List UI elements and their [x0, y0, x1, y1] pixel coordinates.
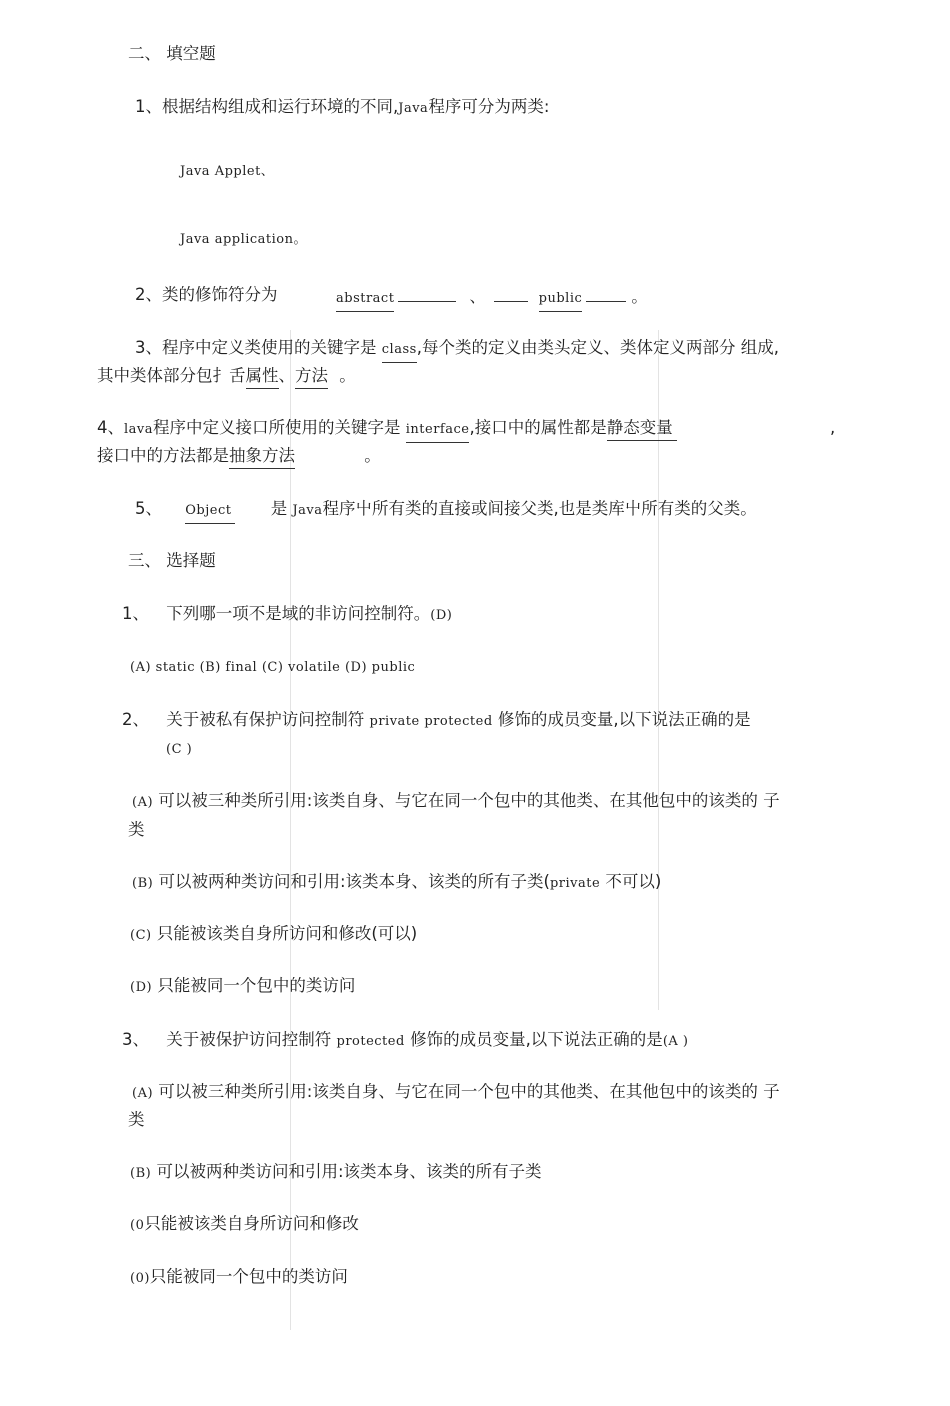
- q2-c-label: (C): [130, 928, 152, 943]
- section-2-heading: 二、 填空题: [128, 44, 216, 63]
- q2-d-label: (D): [130, 980, 153, 995]
- choice-q3-option-c: [130, 1214, 359, 1236]
- choice-q2-option-d: [130, 976, 355, 998]
- choice-q3-option-a-cont: 类: [128, 1110, 145, 1129]
- choice-q3-answer: (A ): [662, 1034, 689, 1049]
- q1-java: Java: [398, 101, 429, 116]
- q2-b-text2: 不可以): [605, 872, 662, 891]
- q1-answer-application: Java application。: [180, 232, 308, 247]
- choice-q1: [122, 604, 452, 626]
- q3-d-text: 只能被同一个包中的类访问: [149, 1267, 348, 1286]
- choice-q2-answer: (C ): [166, 742, 193, 757]
- q2-a-label: (A): [132, 795, 154, 810]
- fill-q4-line1: [97, 418, 677, 443]
- q4-answer-static-variable: 静态变量: [607, 418, 677, 441]
- q1-answer-applet: Java Applet、: [180, 164, 275, 179]
- choice-q3: [122, 1030, 688, 1052]
- q1-text: 根据结构组成和运行环境的不同,: [162, 97, 399, 116]
- q2-end: 。: [631, 287, 648, 306]
- fill-q5: [135, 499, 757, 524]
- q4-number: 4、: [97, 418, 124, 437]
- fill-q3-line1: [135, 338, 779, 363]
- q2-number: 2、: [135, 285, 162, 304]
- choice-q1-number: 1、: [122, 604, 149, 623]
- q3-a-label: (A): [132, 1086, 154, 1101]
- q5-number: 5、: [135, 499, 162, 518]
- q2-b-label: (B): [132, 876, 154, 891]
- choice-q2-option-c: [130, 924, 417, 946]
- q3-b-text: 可以被两种类访问和引用:该类本身、该类的所有子类: [156, 1162, 542, 1181]
- q4-end: 。: [364, 446, 381, 465]
- choice-q2-option-a-cont: 类: [128, 820, 145, 839]
- choice-q2-number: 2、: [122, 710, 149, 729]
- fill-q1: [135, 97, 549, 119]
- choice-q2-text1: 关于被私有保护访问控制符: [166, 710, 365, 729]
- q2-c-text: 只能被该类自身所访问和修改(可以): [156, 924, 418, 943]
- q5-text1: 是: [270, 499, 288, 518]
- q2-separator: 、: [469, 287, 486, 306]
- q2-blank-3: [586, 287, 626, 302]
- q3-separator: 、: [278, 366, 295, 385]
- q3-d-label: (0): [130, 1271, 150, 1286]
- q3-end: 。: [339, 366, 356, 385]
- q4-java: lava: [124, 422, 154, 437]
- q2-answers: [336, 287, 647, 312]
- choice-q3-option-a: [132, 1082, 780, 1104]
- q3-text3: 其中类体部分包扌舌: [97, 366, 246, 385]
- q2-b-code: private: [549, 876, 601, 891]
- q3-b-label: (B): [130, 1166, 152, 1181]
- q4-text2: ,接口中的属性都是: [469, 418, 607, 437]
- q3-c-text: 只能被该类自身所访问和修改: [144, 1214, 359, 1233]
- fill-q2: [135, 285, 278, 305]
- choice-q3-option-d: [130, 1267, 348, 1289]
- fill-q3-line2: [97, 366, 356, 389]
- choice-q2-option-a: [132, 791, 780, 813]
- choice-q3-text2: 修饰的成员变量,以下说法正确的是: [410, 1030, 663, 1049]
- q5-text2: 程序屮所有类的直接或间接父类,也是类库屮所有类的父类。: [322, 499, 757, 518]
- q3-text2: ,每个类的定义由类头定义、类体定义两部分 组成,: [416, 338, 780, 357]
- section-3-heading: 三、 选择题: [128, 551, 216, 570]
- q4-text3: 接口中的方法都是: [97, 446, 229, 465]
- choice-q2-code: private protected: [369, 714, 493, 729]
- q3-answer-attribute: 属性: [246, 366, 279, 389]
- choice-q3-option-b: [130, 1162, 542, 1184]
- q2-blank-2: [494, 287, 528, 302]
- choice-q2-option-b: [132, 872, 661, 894]
- q2-answer-public: public: [539, 289, 583, 312]
- q1-number: 1、: [135, 97, 162, 116]
- q2-a-text: 可以被三种类所引用:该类自身、与它在同一个包中的其他类、在其他包中的该类的 子: [158, 791, 780, 810]
- choice-q1-answer: (D): [430, 608, 453, 623]
- q4-comma: ,: [830, 418, 836, 437]
- q3-answer-class: class: [382, 340, 417, 363]
- choice-q1-text: 下列哪一项不是域的非访问控制符。: [166, 604, 431, 623]
- q3-text1: 程序中定义类使用的关键字是: [162, 338, 377, 357]
- choice-q2-text2: 修饰的成员变量,以下说法正确的是: [497, 710, 751, 729]
- q2-text: 类的修饰符分为: [162, 285, 278, 304]
- choice-q1-options: (A) static (B) final (C) volatile (D) public: [130, 660, 416, 675]
- choice-q3-number: 3、: [122, 1030, 149, 1049]
- q2-answer-abstract: abstract: [336, 289, 394, 312]
- fill-q4-line2: [97, 446, 381, 469]
- q3-c-label: (0: [130, 1218, 145, 1233]
- choice-q3-code: protected: [336, 1034, 405, 1049]
- q2-b-text: 可以被两种类访问和引用:该类本身、该类的所有子类(: [158, 872, 550, 891]
- q4-answer-interface: interface: [406, 420, 470, 443]
- q5-answer-object: Object: [185, 501, 235, 524]
- q5-java: Java: [292, 503, 323, 518]
- q1-text2: 程序可分为两类:: [428, 97, 550, 116]
- q3-a-text: 可以被三种类所引用:该类自身、与它在同一个包中的其他类、在其他包中的该类的 子: [158, 1082, 780, 1101]
- q4-answer-abstract-method: 抽象方法: [229, 446, 295, 469]
- q3-number: 3、: [135, 338, 162, 357]
- choice-q2: [122, 710, 751, 732]
- q2-d-text: 只能被同一个包中的类访问: [157, 976, 356, 995]
- q2-blank-1: [398, 287, 456, 302]
- q3-answer-method: 方法: [295, 366, 328, 389]
- q4-text1: 程序中定义接口所使用的关键字是: [153, 418, 401, 437]
- choice-q3-text1: 关于被保护访问控制符: [166, 1030, 332, 1049]
